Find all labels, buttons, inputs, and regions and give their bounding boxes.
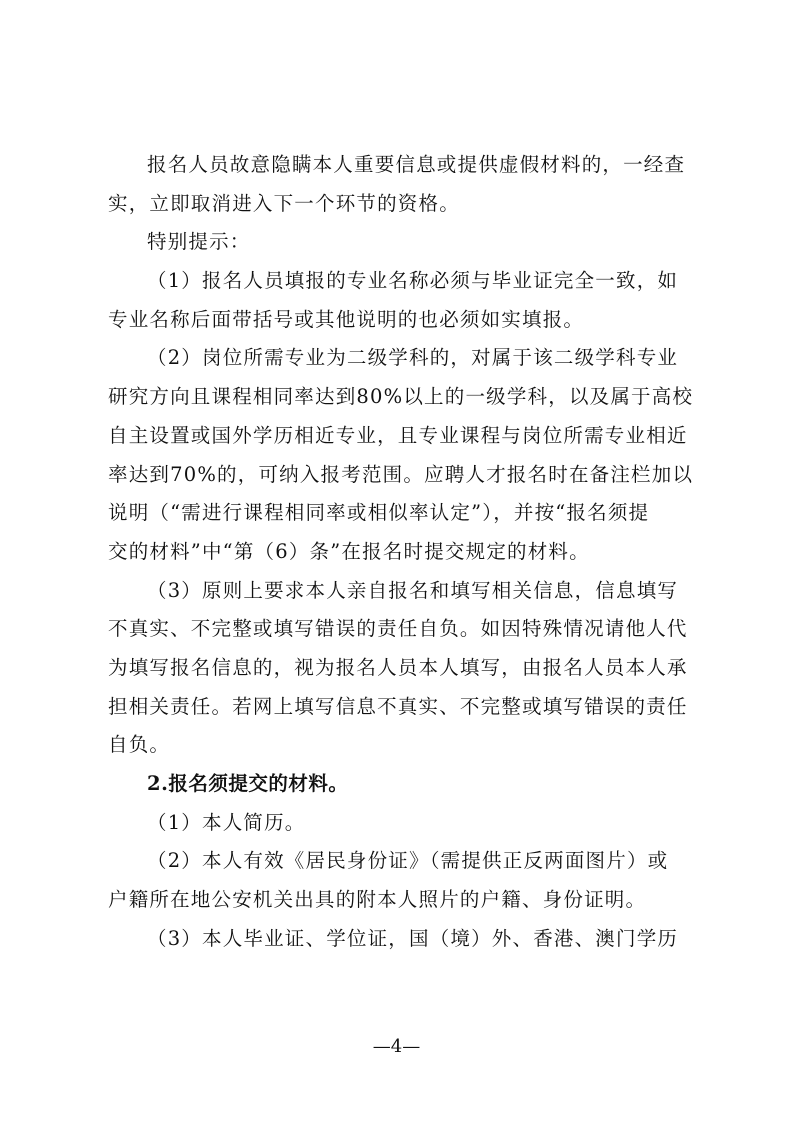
paragraph-line: 研究方向且课程相同率达到80%以上的一级学科，以及属于高校 — [108, 385, 694, 409]
paragraph-line: 户籍所在地公安机关出具的附本人照片的户籍、身份证明。 — [108, 888, 647, 912]
paragraph-line: 不真实、不完整或填写错误的责任自负。如因特殊情况请他人代 — [108, 617, 688, 641]
paragraph-line: 报名人员故意隐瞒本人重要信息或提供虚假材料的，一经查 — [147, 153, 686, 176]
paragraph-line: 特别提示： — [147, 230, 251, 254]
paragraph-line: 担相关责任。若网上填写信息不真实、不完整或填写错误的责任 — [108, 694, 688, 718]
paragraph-line: 专业名称后面带括号或其他说明的也必须如实填报。 — [108, 307, 585, 331]
paragraph-line: （3）本人毕业证、学位证，国（境）外、香港、澳门学历 — [147, 926, 679, 950]
page-number: —4— — [372, 1036, 421, 1057]
paragraph-line: 说明（“需进行课程相同率或相似率认定”），并按“报名须提 — [108, 501, 650, 525]
paragraph-line: 率达到70%的，可纳入报考范围。应聘人才报名时在备注栏加以 — [108, 462, 694, 486]
document-body — [108, 146, 696, 958]
paragraph-line: （1）报名人员填报的专业名称必须与毕业证完全一致，如 — [147, 269, 679, 293]
paragraph-line: （3）原则上要求本人亲自报名和填写相关信息，信息填写 — [147, 578, 679, 602]
paragraph-line: （2）本人有效《居民身份证》（需提供正反两面图片）或 — [147, 849, 669, 873]
paragraph-line: （2）岗位所需专业为二级学科的，对属于该二级学科专业 — [147, 346, 679, 370]
section-heading: 2.报名须提交的材料。 — [147, 772, 349, 795]
paragraph-line: 自负。 — [108, 733, 171, 757]
paragraph-line: 为填写报名信息的，视为报名人员本人填写，由报名人员本人承 — [108, 655, 688, 679]
paragraph-line: （1）本人简历。 — [147, 810, 306, 834]
paragraph-line: 交的材料”中“第（6）条”在报名时提交规定的材料。 — [108, 539, 590, 563]
paragraph-line: 自主设置或国外学历相近专业，且专业课程与岗位所需专业相近 — [108, 423, 688, 447]
paragraph-line: 实，立即取消进入下一个环节的资格。 — [108, 191, 460, 215]
